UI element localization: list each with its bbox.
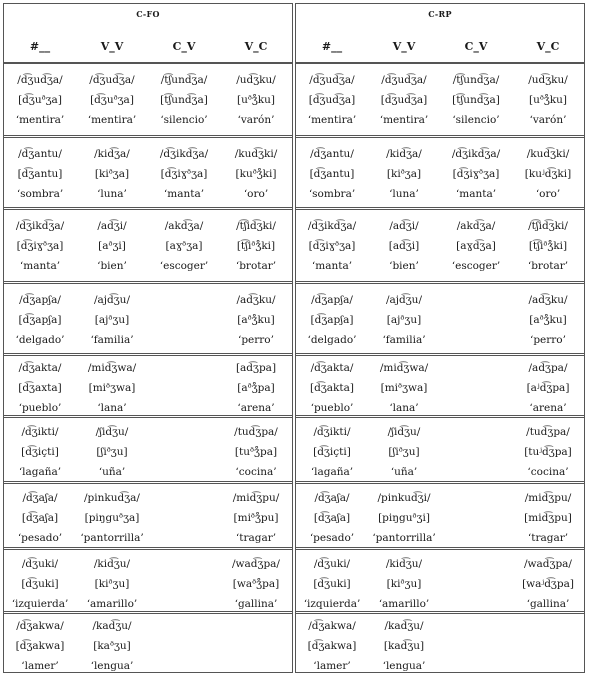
phonetic-form: [mid͡ʒpu] [524,512,572,524]
phonetic-form: [miᶞʒwa] [88,382,136,394]
phonetic-form: [d͡ʒiçti] [21,446,59,458]
table-cell [368,422,440,482]
table-row [296,63,584,136]
table-row [4,611,292,674]
gloss: ‘brotar’ [527,260,569,272]
table-cell [220,358,292,418]
phonetic-form: [d͡ʒakwa] [307,640,357,652]
gloss: ‘mentira’ [307,114,357,126]
table-cell [368,144,440,204]
phonetic-form: [d͡ʒiçti] [313,446,351,458]
phonetic-form: [ajᶞʒu] [94,314,130,326]
table-cell [4,616,76,676]
table-cell [4,488,76,548]
gloss: ‘gallina’ [234,598,278,610]
phonetic-form: [ʃiᶞʒu] [388,446,420,458]
phonetic-form: [d͡ʒaʃa] [21,512,59,524]
phonetic-form: [uᶞʒ̊ku] [528,94,568,106]
table-cell [512,358,584,418]
phonemic-form: /d͡ʒikd͡ʒa/ [159,148,209,160]
column-header: V_V [392,40,416,53]
phonetic-form: [aɣd͡ʒa] [456,240,496,252]
phonetic-form: [d͡ʒapʃa] [310,314,354,326]
table-row [4,63,292,136]
gloss: ‘manta’ [19,260,61,272]
phonetic-form: [ʃiᶞʒu] [96,446,128,458]
phonemic-form: /ud͡ʒku/ [528,74,568,86]
phonemic-form: /mid͡ʒwa/ [379,362,429,374]
table-cell [76,358,148,418]
gloss: ‘familia’ [90,334,134,346]
gloss: ‘cocina’ [527,466,569,478]
phonemic-form: /pinkud͡ʒa/ [84,492,140,504]
gloss: ‘pesado’ [309,532,355,544]
phonetic-form: [kiᶞʒu] [94,578,130,590]
table-cell [76,216,148,276]
table-cell [512,144,584,204]
table-row [4,207,292,284]
table-cell [368,358,440,418]
phonemic-form: /d͡ʒikd͡ʒa/ [451,148,501,160]
table-cell [368,554,440,614]
table-cell [368,216,440,276]
table-cell [296,422,368,482]
table-cell [296,554,368,614]
column-header: V_C [244,40,268,53]
table-cell [4,144,76,204]
gloss: ‘manta’ [455,188,497,200]
table-cell [220,216,292,276]
table-row [4,281,292,356]
gloss: ‘arena’ [237,402,275,414]
phonemic-form: /ajd͡ʒu/ [93,294,130,306]
table-row [296,415,584,484]
gloss: ‘mentira’ [379,114,429,126]
gloss: ‘manta’ [163,188,205,200]
phonetic-form: [aᶞʒi] [98,240,126,252]
table-cell [512,554,584,614]
table-cell [76,422,148,482]
phonetic-form: [piŋguᶞʒi] [378,512,430,524]
phonetic-form: [t͡ʃund͡ʒa] [160,94,208,106]
phonetic-form: [d͡ʒiɣᶞʒa] [452,168,500,180]
phonetic-form: [t͡ʃund͡ʒa] [452,94,500,106]
table-cell [440,216,512,276]
gloss: ‘pantorrilla’ [372,532,436,544]
phonetic-form: [waʲd͡ʒpa] [522,578,574,590]
table-cell [76,70,148,130]
table-row [4,415,292,484]
phonetic-form: [kiᶞʒa] [94,168,130,180]
gloss: ‘izquierda’ [11,598,69,610]
table-row [296,353,584,418]
phonemic-form: /t͡ʃund͡ʒa/ [452,74,500,86]
column-header: #__ [321,40,343,53]
table-cell [296,144,368,204]
gloss: ‘sombra’ [308,188,356,200]
gloss: ‘bien’ [97,260,127,272]
table-cell [296,290,368,350]
phonemic-form: /kid͡ʒu/ [93,558,131,570]
phonemic-form: /tud͡ʒpa/ [526,426,570,438]
phonetic-form: [d͡ʒapʃa] [18,314,62,326]
phonemic-form: [ad͡ʒpa] [235,362,277,374]
phonemic-form: /akd͡ʒa/ [164,220,204,232]
phonetic-form: [d͡ʒuki] [313,578,351,590]
gloss: ‘delgado’ [307,334,357,346]
phonemic-form: /d͡ʒud͡ʒa/ [381,74,427,86]
phonetic-form: [d͡ʒuki] [21,578,59,590]
gloss: ‘bien’ [389,260,419,272]
phonetic-form: [kad͡ʒu] [383,640,425,652]
phonetic-form: [d͡ʒaʃa] [313,512,351,524]
phonetic-form: [d͡ʒuᶞʒa] [18,94,62,106]
table-cell [4,70,76,130]
gloss: ‘luna’ [389,188,419,200]
phonemic-form: /ajd͡ʒu/ [385,294,422,306]
phonemic-form: /mid͡ʒpu/ [232,492,280,504]
table-cell [296,488,368,548]
gloss: ‘brotar’ [235,260,277,272]
phonetic-form: [piŋguᶞʒa] [84,512,140,524]
table-cell [76,290,148,350]
gloss: ‘escoger’ [451,260,501,272]
table-cell [368,290,440,350]
phonemic-form: /pinkud͡ʒi/ [377,492,431,504]
table-cell [220,70,292,130]
phonemic-form: /d͡ʒikd͡ʒa/ [307,220,357,232]
phonetic-form: [t͡ʃiᶞʒ̊ki] [528,240,568,252]
gloss: ‘lengua’ [382,660,426,672]
gloss: ‘amarillo’ [378,598,430,610]
phonetic-form: [tuʲd͡ʒpa] [524,446,572,458]
gloss: ‘mentira’ [87,114,137,126]
gloss: ‘lamer’ [313,660,351,672]
gloss: ‘lagaña’ [18,466,62,478]
phonemic-form: /d͡ʒud͡ʒa/ [309,74,355,86]
column-header: V_V [100,40,124,53]
gloss: ‘manta’ [311,260,353,272]
phonemic-form: /mid͡ʒwa/ [87,362,137,374]
table-cell [512,70,584,130]
table-cell [368,70,440,130]
table-cell [220,554,292,614]
phonemic-form: /kud͡ʒki/ [526,148,570,160]
gloss: ‘oro’ [535,188,561,200]
phonemic-form: /d͡ʒakwa/ [308,620,356,632]
phonemic-form: /ud͡ʒku/ [236,74,276,86]
gloss: ‘tragar’ [235,532,277,544]
column-header: V_C [536,40,560,53]
table-row [296,611,584,674]
gloss: ‘lengua’ [90,660,134,672]
table-row [296,547,584,614]
phonetic-form: [kuʲd͡ʒki] [524,168,572,180]
phonetic-form: [d͡ʒiɣᶞʒa] [308,240,356,252]
column-header: C_V [172,40,196,53]
phonemic-form: /ad͡ʒku/ [528,294,568,306]
phonetic-form: [d͡ʒantu] [309,168,355,180]
phonetic-form: [d͡ʒiɣᶞʒa] [16,240,64,252]
phonemic-form: /tud͡ʒpa/ [234,426,278,438]
table-cell [440,144,512,204]
gloss: ‘tragar’ [527,532,569,544]
gloss: ‘amarillo’ [86,598,138,610]
phonetic-form: [d͡ʒakta] [310,382,354,394]
gloss: ‘uña’ [98,466,126,478]
table-row [4,547,292,614]
table-cell [296,358,368,418]
table-row [296,135,584,210]
gloss: ‘pesado’ [17,532,63,544]
gloss: ‘perro’ [238,334,274,346]
gloss: ‘delgado’ [15,334,65,346]
gloss: ‘varón’ [529,114,567,126]
phonemic-form: /ad͡ʒpa/ [528,362,568,374]
gloss: ‘cocina’ [235,466,277,478]
phonemic-form: /d͡ʒuki/ [21,558,59,570]
gloss: ‘lana’ [97,402,127,414]
phonemic-form: /kid͡ʒa/ [94,148,130,160]
phonemic-form: /d͡ʒakwa/ [16,620,64,632]
table-cell [368,488,440,548]
gloss: ‘pantorrilla’ [80,532,144,544]
phonetic-form: [t͡ʃiᶞʒ̊ki] [236,240,276,252]
table-cell [76,616,148,676]
phonemic-form: /d͡ʒakta/ [310,362,354,374]
table-cell [76,144,148,204]
table-cell [220,290,292,350]
table-row [4,481,292,550]
table-row [4,353,292,418]
phonemic-form: /ad͡ʒku/ [236,294,276,306]
table-cell [4,290,76,350]
phonemic-form: /ad͡ʒi/ [97,220,127,232]
table-row [296,281,584,356]
phonemic-form: /d͡ʒakta/ [18,362,62,374]
panel-title: C-RP [428,9,452,19]
table-cell [76,488,148,548]
phonemic-form: /kid͡ʒa/ [386,148,422,160]
gloss: ‘familia’ [382,334,426,346]
phonetic-form: [uᶞʒ̊ku] [236,94,276,106]
phonemic-form: /wad͡ʒpa/ [524,558,572,570]
panel-fo [3,3,293,673]
table-cell [148,144,220,204]
table-cell [220,144,292,204]
phonemic-form: /ʃid͡ʒu/ [95,426,129,438]
phonemic-form: /d͡ʒud͡ʒa/ [17,74,63,86]
gloss: ‘lamer’ [21,660,59,672]
phonemic-form: /ʃid͡ʒu/ [387,426,421,438]
gloss: ‘lana’ [389,402,419,414]
phonemic-form: /kad͡ʒu/ [384,620,424,632]
gloss: ‘escoger’ [159,260,209,272]
phonemic-form: /d͡ʒaʃa/ [314,492,350,504]
table-cell [148,216,220,276]
gloss: ‘uña’ [390,466,418,478]
panel-rp [295,3,585,673]
table-cell [512,216,584,276]
gloss: ‘izquierda’ [303,598,361,610]
table-cell [4,358,76,418]
table-cell [296,70,368,130]
table-cell [220,422,292,482]
phonetic-form: [d͡ʒud͡ʒa] [380,94,428,106]
phonetic-form: [kuᶞʒ̊ki] [235,168,277,180]
phonetic-form: [tuᶞʒ̊pa] [234,446,278,458]
phonetic-form: [d͡ʒiɣᶞʒa] [160,168,208,180]
phonemic-form: /ad͡ʒi/ [389,220,419,232]
table-cell [368,616,440,676]
gloss: ‘lagaña’ [310,466,354,478]
phonemic-form: /d͡ʒikd͡ʒa/ [15,220,65,232]
phonetic-form: [waᶞʒ̊pa] [232,578,280,590]
gloss: ‘silencio’ [160,114,208,126]
phonetic-form: [miᶞʒwa] [380,382,428,394]
phonemic-form: /kud͡ʒki/ [234,148,278,160]
gloss: ‘perro’ [530,334,566,346]
phonemic-form: /d͡ʒaʃa/ [22,492,58,504]
gloss: ‘luna’ [97,188,127,200]
phonetic-form: [d͡ʒuᶞʒa] [90,94,134,106]
table-cell [440,70,512,130]
phonemic-form: /d͡ʒantu/ [310,148,354,160]
gloss: ‘gallina’ [526,598,570,610]
phonetic-form: [kaᶞʒu] [93,640,131,652]
table-row [296,207,584,284]
phonemic-form: /akd͡ʒa/ [456,220,496,232]
table-cell [296,216,368,276]
phonemic-form: /kad͡ʒu/ [92,620,132,632]
phonemic-form: /d͡ʒud͡ʒa/ [89,74,135,86]
table-cell [220,488,292,548]
phonemic-form: /d͡ʒapʃa/ [311,294,353,306]
table-cell [148,70,220,130]
phonemic-form: /mid͡ʒpu/ [524,492,572,504]
phonemic-form: /d͡ʒantu/ [18,148,62,160]
gloss: ‘oro’ [243,188,269,200]
phonetic-form: [aɣᶞʒa] [165,240,203,252]
table-cell [512,422,584,482]
phonetic-form: [aᶞʒ̊ku] [237,314,275,326]
phonetic-form: [kiᶞʒa] [386,168,422,180]
table-row [4,135,292,210]
phonetic-form: [ad͡ʒi] [388,240,420,252]
phonemic-form: /t͡ʃund͡ʒa/ [160,74,208,86]
gloss: ‘pueblo’ [310,402,354,414]
table-cell [76,554,148,614]
phonemic-form: /kid͡ʒu/ [385,558,423,570]
column-header: #__ [29,40,51,53]
table-cell [512,488,584,548]
phonemic-form: /d͡ʒapʃa/ [19,294,61,306]
phonemic-form: /t͡ʃid͡ʒki/ [236,220,276,232]
phonemic-form: /wad͡ʒpa/ [232,558,280,570]
table-cell [296,616,368,676]
gloss: ‘mentira’ [15,114,65,126]
phonemic-form: /d͡ʒikti/ [313,426,351,438]
phonetic-form: [aᶞʒ̊ku] [529,314,567,326]
table-cell [512,290,584,350]
table-row [296,481,584,550]
phonetic-form: [d͡ʒakwa] [15,640,65,652]
table-cell [4,216,76,276]
phonetic-form: [miᶞʒ̊pu] [233,512,279,524]
phonetic-form: [ajᶞʒu] [386,314,422,326]
panel-title: C-FO [136,9,160,19]
gloss: ‘pueblo’ [18,402,62,414]
phonetic-form: [kiᶞʒu] [386,578,422,590]
gloss: ‘silencio’ [452,114,500,126]
phonetic-form: [d͡ʒaxta] [18,382,62,394]
gloss: ‘arena’ [529,402,567,414]
gloss: ‘sombra’ [16,188,64,200]
column-header: C_V [464,40,488,53]
phonemic-form: /t͡ʃid͡ʒki/ [528,220,568,232]
table-cell [4,554,76,614]
phonetic-form: [d͡ʒantu] [17,168,63,180]
phonemic-form: /d͡ʒikti/ [21,426,59,438]
table-cell [4,422,76,482]
gloss: ‘varón’ [237,114,275,126]
phonetic-form: [aʲd͡ʒpa] [526,382,570,394]
phonetic-form: [aᶞʒ̊pa] [237,382,275,394]
phonetic-form: [d͡ʒud͡ʒa] [308,94,356,106]
phonemic-form: /d͡ʒuki/ [313,558,351,570]
